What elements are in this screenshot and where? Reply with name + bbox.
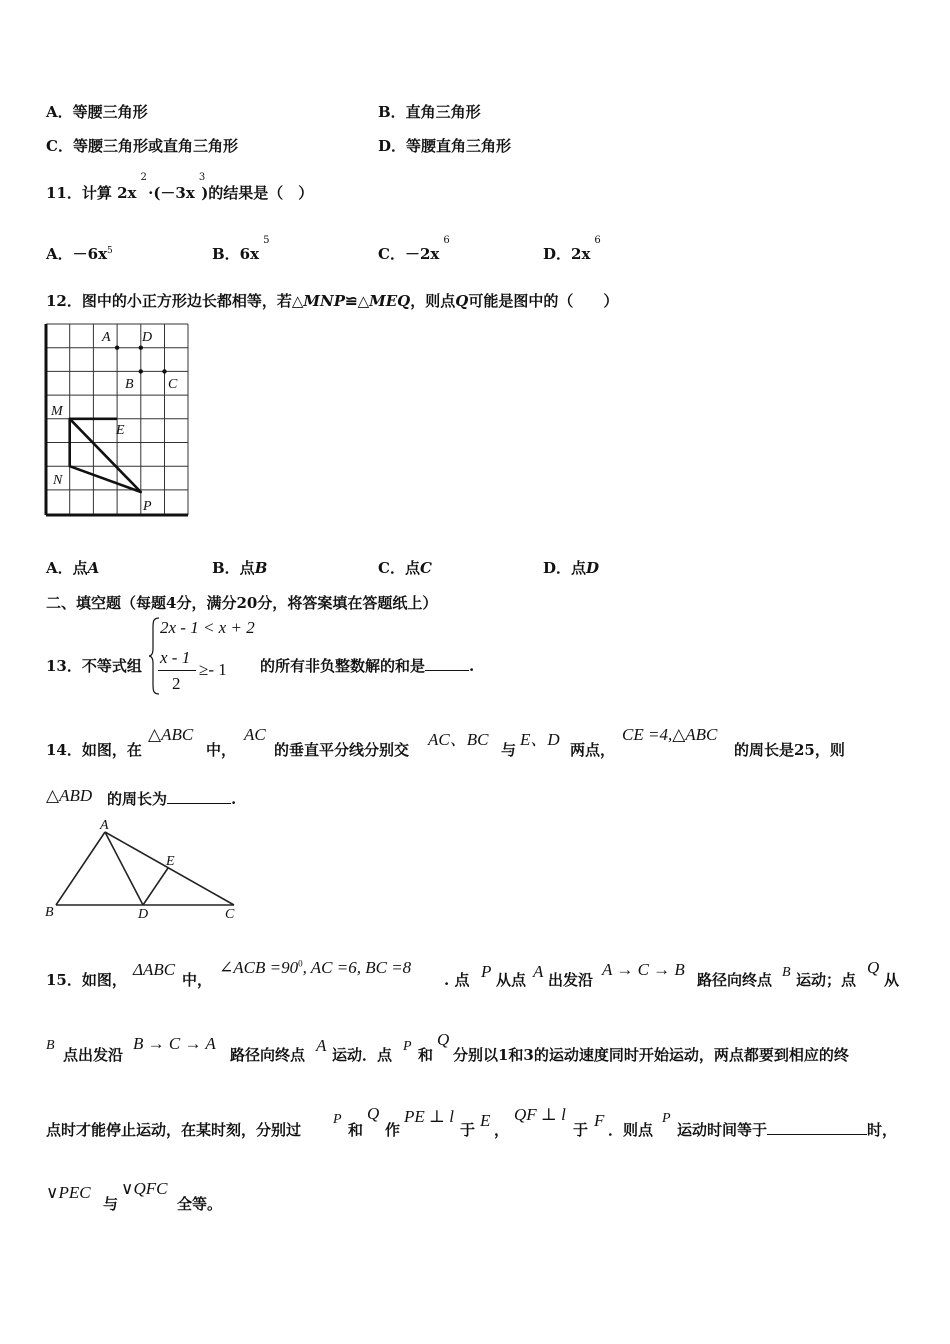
q14-p2: 中， [206, 741, 237, 759]
q15-l1-m4: P [481, 962, 492, 981]
q12-label-m: M [51, 404, 63, 419]
q13-frac-rhs: ≥- 1 [199, 660, 227, 679]
q15-l3-m4: E [480, 1111, 491, 1130]
q12-label-d: D [142, 330, 153, 345]
q15-l3-p7: ．则点 [608, 1121, 654, 1139]
q15-l2-m4: P [403, 1039, 412, 1054]
q14-label-d: D [138, 907, 149, 922]
q15-l3-m7: P [662, 1111, 671, 1126]
q14-label-e: E [166, 854, 175, 869]
q15-l1-p5: 出发沿 [548, 971, 594, 989]
q15-l1-m6: A → C → B [602, 960, 685, 979]
q15-l4-p2: 全等。 [177, 1195, 223, 1213]
q11-option-b: B．$6x^5$ [212, 235, 270, 263]
q14-p6: 的周长是25，则 [734, 741, 845, 759]
q15-l3-p2: 和 [348, 1121, 364, 1139]
q15-l2-m5: Q [437, 1030, 450, 1049]
q12-label-n: N [53, 473, 63, 488]
q15-l3-p6: 于 [573, 1121, 589, 1139]
q14-m4: E、D [520, 730, 560, 749]
q12-label-c: C [168, 377, 178, 392]
q11-option-c: C．$-2x^6$ [378, 235, 450, 263]
q14-m1: △ABC [148, 725, 194, 744]
q15-l3-m3: PE ⊥ l [404, 1107, 454, 1126]
q15-l2-m2: B → C → A [133, 1034, 216, 1053]
q12-label-p: P [143, 499, 152, 514]
q11-stem: 11．计算 $2x^2 \cdot(-3x^3)$的结果是（ ） [46, 172, 314, 202]
q10-option-c: C．等腰三角形或直角三角形 [46, 137, 238, 155]
q15-l2-p5: 分别以1和3的运动速度同时开始运动，两点都要到相应的终 [453, 1046, 849, 1064]
q15-l2-p1: 点出发沿 [63, 1046, 124, 1064]
q14-label-b: B [45, 905, 54, 920]
q14-p7: 的周长为 . [107, 790, 237, 808]
q15-l3-m1: P [333, 1112, 342, 1127]
q15-l2-m1: B [46, 1038, 55, 1053]
q14-p4: 与 [501, 741, 517, 759]
q12-label-a: A [102, 330, 111, 345]
q13-prefix: 13．不等式组 [46, 657, 142, 675]
section-title: 二、填空题（每题4分，满分20分，将答案填在答题纸上） [46, 594, 438, 612]
q15-l4-m2: ∨QFC [121, 1179, 168, 1198]
q11-option-a: A．$-6x^5$ [46, 245, 113, 263]
q15-l1-m2: ∠ACB $=90^0$, AC =6, BC =8 [219, 958, 412, 977]
q15-l3-p3: 作 [385, 1121, 401, 1139]
q15-l1-p1: 15．如图， [46, 971, 127, 989]
q12-option-c: C．点C [378, 559, 432, 577]
q14-answer-blank[interactable] [167, 789, 231, 804]
q15-l3-p1: 点时才能停止运动，在某时刻，分别过 [46, 1121, 302, 1139]
q15-l1-m8: Q [867, 958, 880, 977]
q14-m2: AC [244, 725, 266, 744]
q15-l2-p4: 和 [418, 1046, 434, 1064]
q13-frac-num: x - 1 [160, 648, 191, 667]
q15-l3-m5: QF ⊥ l [514, 1105, 566, 1124]
q10-option-d: D．等腰直角三角形 [378, 137, 512, 155]
q15-l1-m5: A [533, 962, 544, 981]
q15-l1-p8: 从 [884, 971, 900, 989]
q12-grid-figure [44, 322, 192, 520]
q15-l2-p3: 运动．点 [332, 1046, 393, 1064]
q15-l1-p6: 路径向终点 [697, 971, 773, 989]
q15-l3-m2: Q [367, 1104, 380, 1123]
q12-option-a: A．点A [46, 559, 100, 577]
q14-p1: 14．如图，在 [46, 741, 142, 759]
q15-l1-p2: 中， [182, 971, 213, 989]
q15-l1-m1: ΔABC [133, 960, 176, 979]
q15-l3-m6: F [594, 1111, 605, 1130]
q15-l2-p2: 路径向终点 [230, 1046, 306, 1064]
q15-answer-blank[interactable] [767, 1120, 867, 1135]
q14-label-a: A [100, 818, 109, 833]
q12-label-e: E [116, 423, 125, 438]
q14-p3: 的垂直平分线分别交 [274, 741, 410, 759]
q12-label-b: B [125, 377, 134, 392]
q13-ineq1: 2x - 1 < x + 2 [160, 618, 255, 637]
q15-l1-p4: 从点 [496, 971, 527, 989]
q14-m3: AC、BC [428, 730, 489, 749]
q10-option-a: A．等腰三角形 [46, 103, 148, 121]
q10-option-b: B．直角三角形 [378, 103, 481, 121]
q12-stem: 12．图中的小正方形边长都相等，若△MNP≌△MEQ，则点Q可能是图中的（ ） [46, 292, 619, 310]
q14-m5: CE =4,△ABC [622, 725, 718, 744]
q13-frac-den: 2 [172, 674, 181, 693]
q13-suffix: 的所有非负整数解的和是 . [260, 657, 475, 675]
q15-l4-p1: 与 [103, 1195, 119, 1213]
q14-m6: △ABD [46, 786, 93, 805]
q14-label-c: C [225, 907, 235, 922]
q11-option-d: D．$2x^6$ [543, 235, 601, 263]
q15-l3-p8: 运动时间等于 时， [677, 1121, 898, 1139]
q15-l1-p7: 运动；点 [796, 971, 857, 989]
q12-option-d: D．点D [543, 559, 600, 577]
q13-brace [148, 616, 160, 696]
q13-frac-bar [158, 670, 196, 671]
q15-l3-p5: ， [494, 1121, 510, 1139]
q14-p5: 两点， [570, 741, 616, 759]
q13-answer-blank[interactable] [425, 656, 469, 671]
q15-l3-p4: 于 [460, 1121, 476, 1139]
q14-triangle-figure [42, 815, 242, 925]
q12-option-b: B．点B [212, 559, 268, 577]
q15-l2-m3: A [316, 1036, 327, 1055]
q15-l1-p3: . 点 [444, 971, 470, 989]
q15-l1-m7: B [782, 965, 791, 980]
q15-l4-m1: ∨PEC [46, 1183, 91, 1202]
